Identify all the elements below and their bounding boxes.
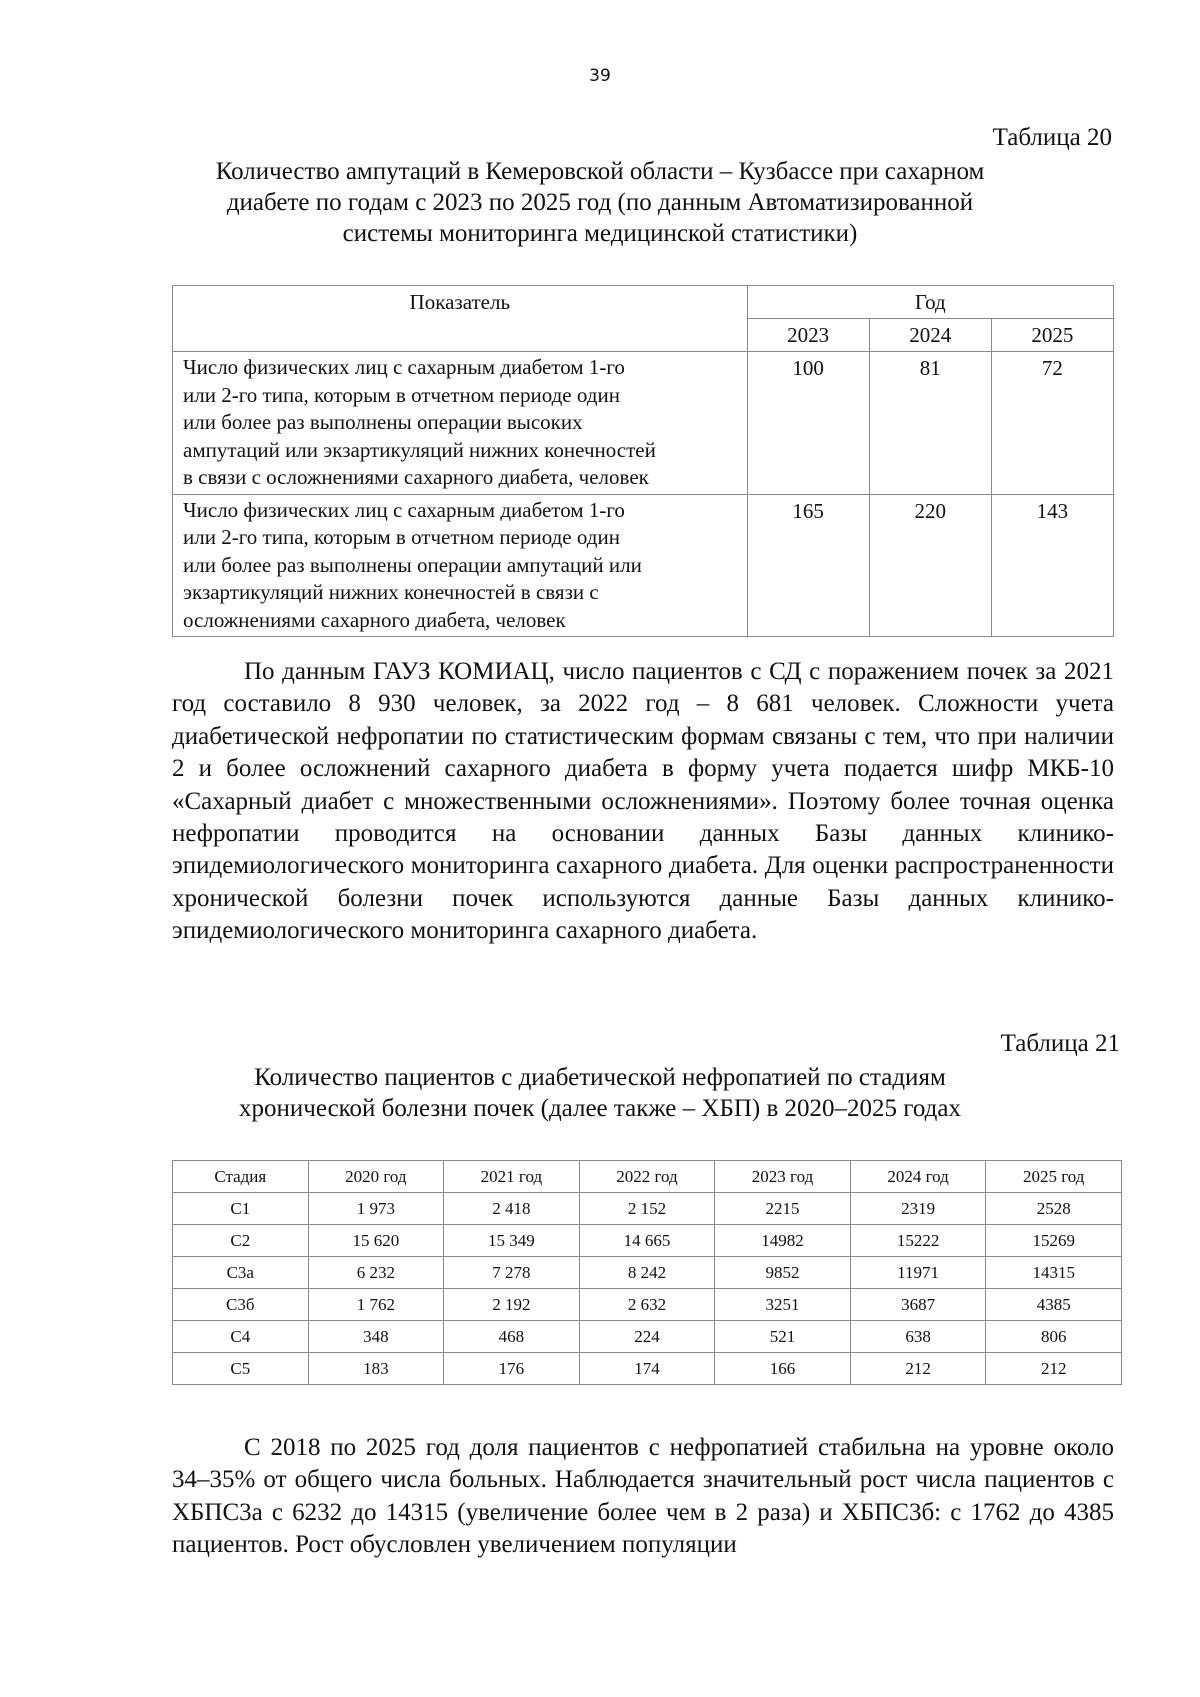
- value-cell: 11971: [850, 1257, 986, 1289]
- table-row: [173, 1321, 1122, 1353]
- table-row: [173, 1257, 1122, 1289]
- value-cell: 166: [715, 1353, 851, 1385]
- title-line: системы мониторинга медицинской статистики): [342, 220, 858, 247]
- title-line: диабете по годам с 2023 по 2025 год (по данным Автоматизированной: [226, 189, 974, 216]
- table-row: [173, 352, 1114, 495]
- stage-cell: С3б: [173, 1289, 309, 1321]
- value-cell: 348: [308, 1321, 444, 1353]
- stage-cell: С1: [173, 1193, 309, 1225]
- column-header: 2022 год: [579, 1161, 715, 1193]
- value-cell: 3251: [715, 1289, 851, 1321]
- value-cell: 100: [747, 352, 869, 495]
- year-header: 2023: [747, 319, 869, 352]
- table-row: [173, 1193, 1122, 1225]
- value-cell: 638: [850, 1321, 986, 1353]
- header-row: [173, 1161, 1122, 1193]
- value-cell: 212: [986, 1353, 1122, 1385]
- stage-cell: С4: [173, 1321, 309, 1353]
- amputations-table: [172, 285, 1114, 637]
- value-cell: 14982: [715, 1225, 851, 1257]
- value-cell: 3687: [850, 1289, 986, 1321]
- stage-cell: С3а: [173, 1257, 309, 1289]
- title-line: Количество пациентов с диабетической нефропатией по стадиям: [254, 1064, 946, 1091]
- ckd-stages-table: [172, 1160, 1122, 1385]
- value-cell: 2 192: [444, 1289, 580, 1321]
- column-header: 2023 год: [715, 1161, 851, 1193]
- page-number: 39: [589, 66, 611, 86]
- column-header: 2025 год: [986, 1161, 1122, 1193]
- paragraph-trend-summary: С 2018 по 2025 год доля пациентов с нефропатией стабильна на уровне около 34–35% от общего числа больных. Наблюдается значительный рост числа пациентов с ХБПС3а с 6232 до 14315 (увеличение более чем в 2 раза) и ХБПС3б: с 1762 до 4385 пациентов. Рост обусловлен увеличением популяции: [172, 1434, 1114, 1559]
- value-cell: 1 973: [308, 1193, 444, 1225]
- value-cell: 15222: [850, 1225, 986, 1257]
- indicator-cell: Число физических лиц с сахарным диабетом 1-го или 2-го типа, которым в отчетном периоде один или более раз выполнены операции ампутаций или экзартикуляций нижних конечностей в связи с осложнениями сахарного диабета, человек: [173, 494, 748, 637]
- table-row: [173, 1289, 1122, 1321]
- value-cell: 9852: [715, 1257, 851, 1289]
- year-header: 2024: [869, 319, 991, 352]
- value-cell: 2319: [850, 1193, 986, 1225]
- value-cell: 14315: [986, 1257, 1122, 1289]
- indicator-cell: Число физических лиц с сахарным диабетом 1-го или 2-го типа, которым в отчетном периоде один или более раз выполнены операции высоких ампутаций или экзартикуляций нижних конечностей в связи с осложнениями сахарного диабета, человек: [173, 352, 748, 495]
- year-header: 2025: [991, 319, 1113, 352]
- value-cell: 81: [869, 352, 991, 495]
- value-cell: 2528: [986, 1193, 1122, 1225]
- table21-caption: Таблица 21: [1000, 1030, 1120, 1057]
- table-row: [173, 494, 1114, 637]
- title-line: хронической болезни почек (далее также – ХБП) в 2020–2025 годах: [239, 1095, 961, 1122]
- value-cell: 1 762: [308, 1289, 444, 1321]
- column-header: 2020 год: [308, 1161, 444, 1193]
- table20-caption: Таблица 20: [992, 124, 1112, 151]
- value-cell: 224: [579, 1321, 715, 1353]
- value-cell: 4385: [986, 1289, 1122, 1321]
- column-header: Стадия: [173, 1161, 309, 1193]
- header-indicator: Показатель: [173, 286, 748, 352]
- value-cell: 183: [308, 1353, 444, 1385]
- value-cell: 15 620: [308, 1225, 444, 1257]
- value-cell: 521: [715, 1321, 851, 1353]
- value-cell: 2 632: [579, 1289, 715, 1321]
- value-cell: 468: [444, 1321, 580, 1353]
- value-cell: 806: [986, 1321, 1122, 1353]
- value-cell: 165: [747, 494, 869, 637]
- value-cell: 2 418: [444, 1193, 580, 1225]
- stage-cell: С5: [173, 1353, 309, 1385]
- stage-cell: С2: [173, 1225, 309, 1257]
- column-header: 2021 год: [444, 1161, 580, 1193]
- table-row: [173, 1353, 1122, 1385]
- table20-title: [160, 156, 1040, 249]
- column-header: 2024 год: [850, 1161, 986, 1193]
- value-cell: 2215: [715, 1193, 851, 1225]
- table-row: [173, 1225, 1122, 1257]
- value-cell: 174: [579, 1353, 715, 1385]
- value-cell: 7 278: [444, 1257, 580, 1289]
- paragraph-nephropathy-data: По данным ГАУЗ КОМИАЦ, число пациентов с СД с поражением почек за 2021 год составило 8 930 человек, за 2022 год – 8 681 человек. Сложности учета диабетической нефропатии по статистическим формам связаны с тем, что при наличии 2 и более осложнений сахарного диабета в форму учета подается шифр МКБ-10 «Сахарный диабет с множественными осложнениями». Поэтому более точная оценка нефропатии проводится на основании данных Базы данных клинико-эпидемиологического мониторинга сахарного диабета. Для оценки распространенности хронической болезни почек используются данные Базы данных клинико-эпидемиологического мониторинга сахарного диабета.: [172, 658, 1114, 945]
- value-cell: 15269: [986, 1225, 1122, 1257]
- value-cell: 6 232: [308, 1257, 444, 1289]
- value-cell: 72: [991, 352, 1113, 495]
- value-cell: 8 242: [579, 1257, 715, 1289]
- value-cell: 14 665: [579, 1225, 715, 1257]
- title-line: Количество ампутаций в Кемеровской области – Кузбассе при сахарном: [215, 158, 985, 185]
- value-cell: 220: [869, 494, 991, 637]
- header-year: Год: [747, 286, 1113, 319]
- value-cell: 15 349: [444, 1225, 580, 1257]
- value-cell: 2 152: [579, 1193, 715, 1225]
- value-cell: 143: [991, 494, 1113, 637]
- value-cell: 176: [444, 1353, 580, 1385]
- table21-title: [160, 1062, 1040, 1124]
- value-cell: 212: [850, 1353, 986, 1385]
